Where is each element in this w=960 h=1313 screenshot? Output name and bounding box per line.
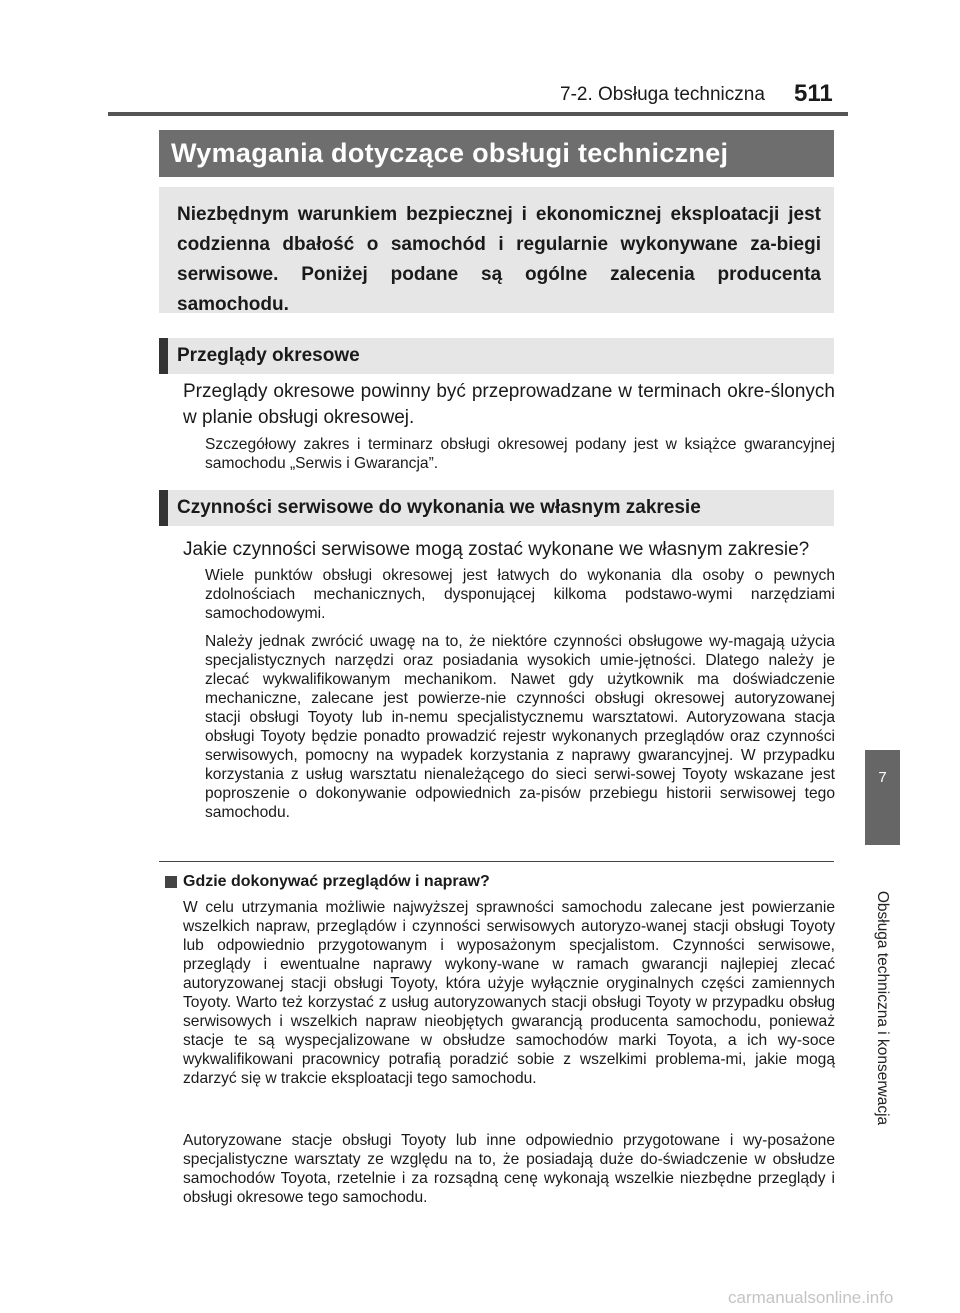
chapter-tab xyxy=(865,750,900,845)
question-heading: Gdzie dokonywać przeglądów i napraw? xyxy=(183,873,490,890)
question-para-2: Autoryzowane stacje obsługi Toyoty lub inne odpowiednio przygotowane i wy-posażone specjalistyczne warsztaty ze względu na to, że posiadają duże do-świadczenie w obsłudze samochodów Toyota, rzetelnie i za rozsądną cenę wykonają wszelkie niezbędne przeglądy i obsługi okresowe tego samochodu. xyxy=(183,1132,835,1206)
chapter-label: Obsługa techniczna i konserwacja xyxy=(874,890,891,1126)
chapter-number: 7 xyxy=(878,769,887,786)
self-service-para-2: Należy jednak zwrócić uwagę na to, że niektóre czynności obsługowe wy-magają użycia specjalistycznych narzędzi oraz posiadania wysokich umie-jętności. Dlatego należy je zlecać wykwalifikowanym mechanikom. Nawet gdy użytkownik ma doświadczenie mechaniczne, zalecane jest powierze-nie czynności obsługi okresowej autoryzowanej stacji obsługi Toyoty lub in-nemu specjalistycznemu warsztatowi. Autoryzowana stacja obsługi Toyoty będzie ponadto prowadzić rejestr wykonanych przeglądów oraz czynności serwisowych, pomocny na wypadek korzystania z naprawy gwarancyjnej. W przypadku korzystania z usług warsztatu nienależącego do sieci serwi-sowej Toyoty wskazane jest poproszenie o dokonywanie odpowiednich za-pisów przebiegu historii serwisowej tego samochodu. xyxy=(205,633,835,821)
section-accent xyxy=(159,338,168,374)
section-heading-self-service xyxy=(159,490,834,526)
question-para-1: W celu utrzymania możliwie najwyższej sprawności samochodu zalecane jest powierzanie wszelkich napraw, przeglądów i czynności serwisowych autoryzo-wanej stacji obsługi Toyoty lub odpowiednio przygotowanym i wyposażonym specjalistom. Czynności serwisowe, przeglądy i ewentualne naprawy wykony-wane w ramach gwarancji najlepiej zlecać autoryzowanej stacji obsługi Toyoty, która użyje wyłącznie oryginalnych części zamiennych Toyoty. Warto też korzystać z usług autoryzowanych stacji obsługi Toyoty w przypadku obsług serwisowych i wszelkich napraw nieobjętych gwarancją producenta samochodu, ponieważ stacje te są wyspecjalizowane w obsłudze samochodów marki Toyota, a ich wy-soce wykwalifikowani pracownicy potrafią poradzić sobie z wszelkimi problema-mi, jakie mogą zdarzyć się w trakcie eksploatacji tego samochodu. xyxy=(183,899,835,1087)
section-accent xyxy=(159,490,168,526)
square-bullet-icon xyxy=(165,876,177,888)
page-title: Wymagania dotyczące obsługi technicznej xyxy=(171,138,729,168)
self-service-question: Jakie czynności serwisowe mogą zostać wykonane we własnym zakresie? xyxy=(183,539,810,560)
page-number: 511 xyxy=(794,80,833,107)
section-heading-label: Przeglądy okresowe xyxy=(177,345,360,366)
section-heading-label: Czynności serwisowe do wykonania we własnym zakresie xyxy=(177,497,701,518)
self-service-para-1: Wiele punktów obsługi okresowej jest łatwych do wykonania dla osoby o pewnych zdolnościach mechanicznych, dysponującej kilkoma podstawo-wymi narzędziami samochodowymi. xyxy=(205,567,835,622)
intro-text: Niezbędnym warunkiem bezpiecznej i ekonomicznej eksploatacji jest codzienna dbałość o samochód i regularnie wykonywane za-biegi serwisowe. Poniżej podane są ogólne zalecenia producenta samochodu. xyxy=(177,204,821,315)
header-divider xyxy=(108,112,848,116)
watermark: carmanualsonline.info xyxy=(728,1288,894,1307)
periodic-note-text: Szczegółowy zakres i terminarz obsługi okresowej podany jest w książce gwarancyjnej samochodu „Serwis i Gwarancja”. xyxy=(205,436,835,472)
periodic-lead-text: Przeglądy okresowe powinny być przeprowadzane w terminach okre-ślonych w planie obsługi okresowej. xyxy=(183,381,835,428)
section-heading-periodic xyxy=(159,338,834,374)
question-divider xyxy=(159,861,834,862)
header-section-title: 7-2. Obsługa techniczna xyxy=(560,84,765,105)
